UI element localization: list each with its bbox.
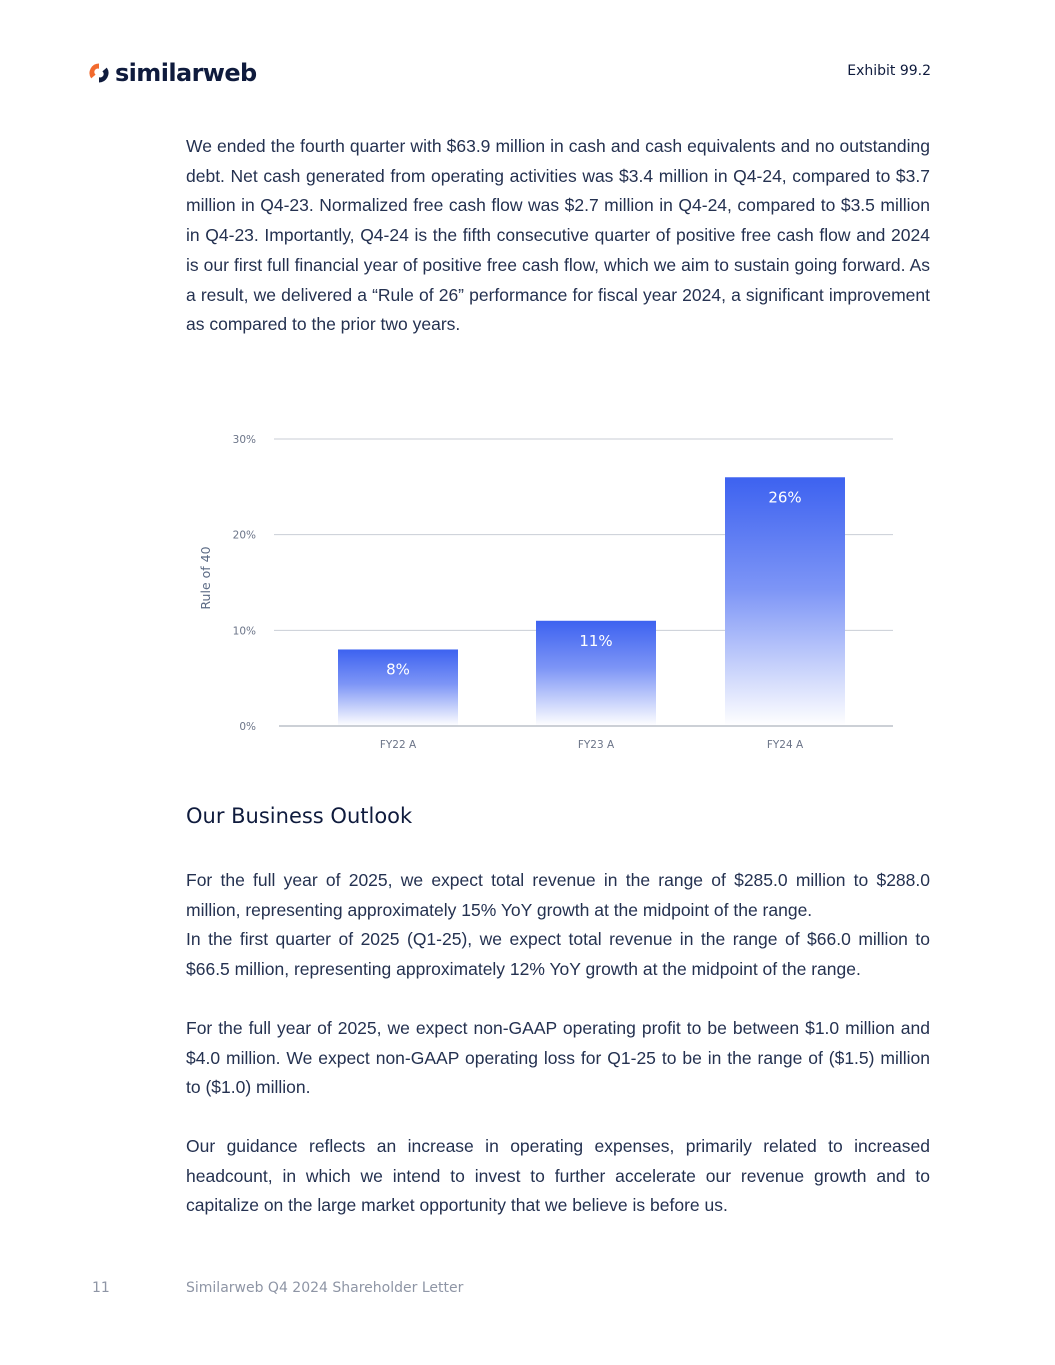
- y-tick-label: 30%: [232, 434, 256, 446]
- q1-revenue-outlook: In the first quarter of 2025 (Q1-25), we expect total revenue in the range of $66.0 million to $66.5 million, representing approximately 12% YoY growth at the midpoint of the range.: [186, 929, 930, 980]
- data-label: 8%: [386, 660, 410, 679]
- operating-profit-outlook: For the full year of 2025, we expect non-GAAP operating profit to be between $1.0 million and $4.0 million. We expect non-GAAP operating loss for Q1-25 to be in the range of ($1.5) million to ($1.0) million.: [186, 1018, 930, 1098]
- rule-of-40-chart: [190, 425, 900, 765]
- full-year-revenue-outlook: For the full year of 2025, we expect total revenue in the range of $285.0 million to $288.0 million, representing approximately 15% YoY growth at the midpoint of the range.: [186, 870, 930, 920]
- y-tick-label: 20%: [232, 529, 256, 542]
- brand-logo: [88, 58, 257, 88]
- cash-flow-paragraph: We ended the fourth quarter with $63.9 million in cash and cash equivalents and no outstanding debt. Net cash generated from operating activities was $3.4 million in Q4-24, compared to $3.7 million in Q4-23. Normalized free cash flow was $2.7 million in Q4-24, compared to $3.5 million in Q4-23. Importantly, Q4-24 is the fifth consecutive quarter of positive free cash flow and 2024 is our first full financial year of positive free cash flow, which we aim to sustain going forward. As a result, we delivered a “Rule of 26” performance for fiscal year 2024, a significant improvement as compared to the prior two years.: [186, 136, 930, 335]
- x-tick-label: FY22 A: [379, 739, 417, 751]
- data-label: 26%: [768, 488, 802, 507]
- logo-wordmark: similarweb: [115, 59, 257, 87]
- x-tick-label: FY23 A: [577, 739, 615, 751]
- x-tick-label: FY24 A: [766, 739, 804, 751]
- footer-title: Similarweb Q4 2024 Shareholder Letter: [186, 1280, 464, 1296]
- page-number: 11: [92, 1280, 110, 1296]
- y-axis-label: Rule of 40: [198, 546, 213, 610]
- exhibit-label: Exhibit 99.2: [847, 63, 931, 79]
- guidance-paragraph: Our guidance reflects an increase in operating expenses, primarily related to increased headcount, in which we intend to invest to further accelerate our revenue growth and to capitalize on the large market opportunity that we believe is before us.: [186, 1136, 930, 1216]
- data-label: 11%: [579, 631, 613, 650]
- y-tick-label: 0%: [239, 721, 256, 733]
- similarweb-logo-icon: [88, 62, 110, 84]
- y-tick-label: 10%: [232, 625, 256, 638]
- bar-fy24-a: [725, 477, 845, 726]
- business-outlook-heading: Our Business Outlook: [186, 804, 413, 828]
- revenue-outlook-block: [186, 866, 930, 985]
